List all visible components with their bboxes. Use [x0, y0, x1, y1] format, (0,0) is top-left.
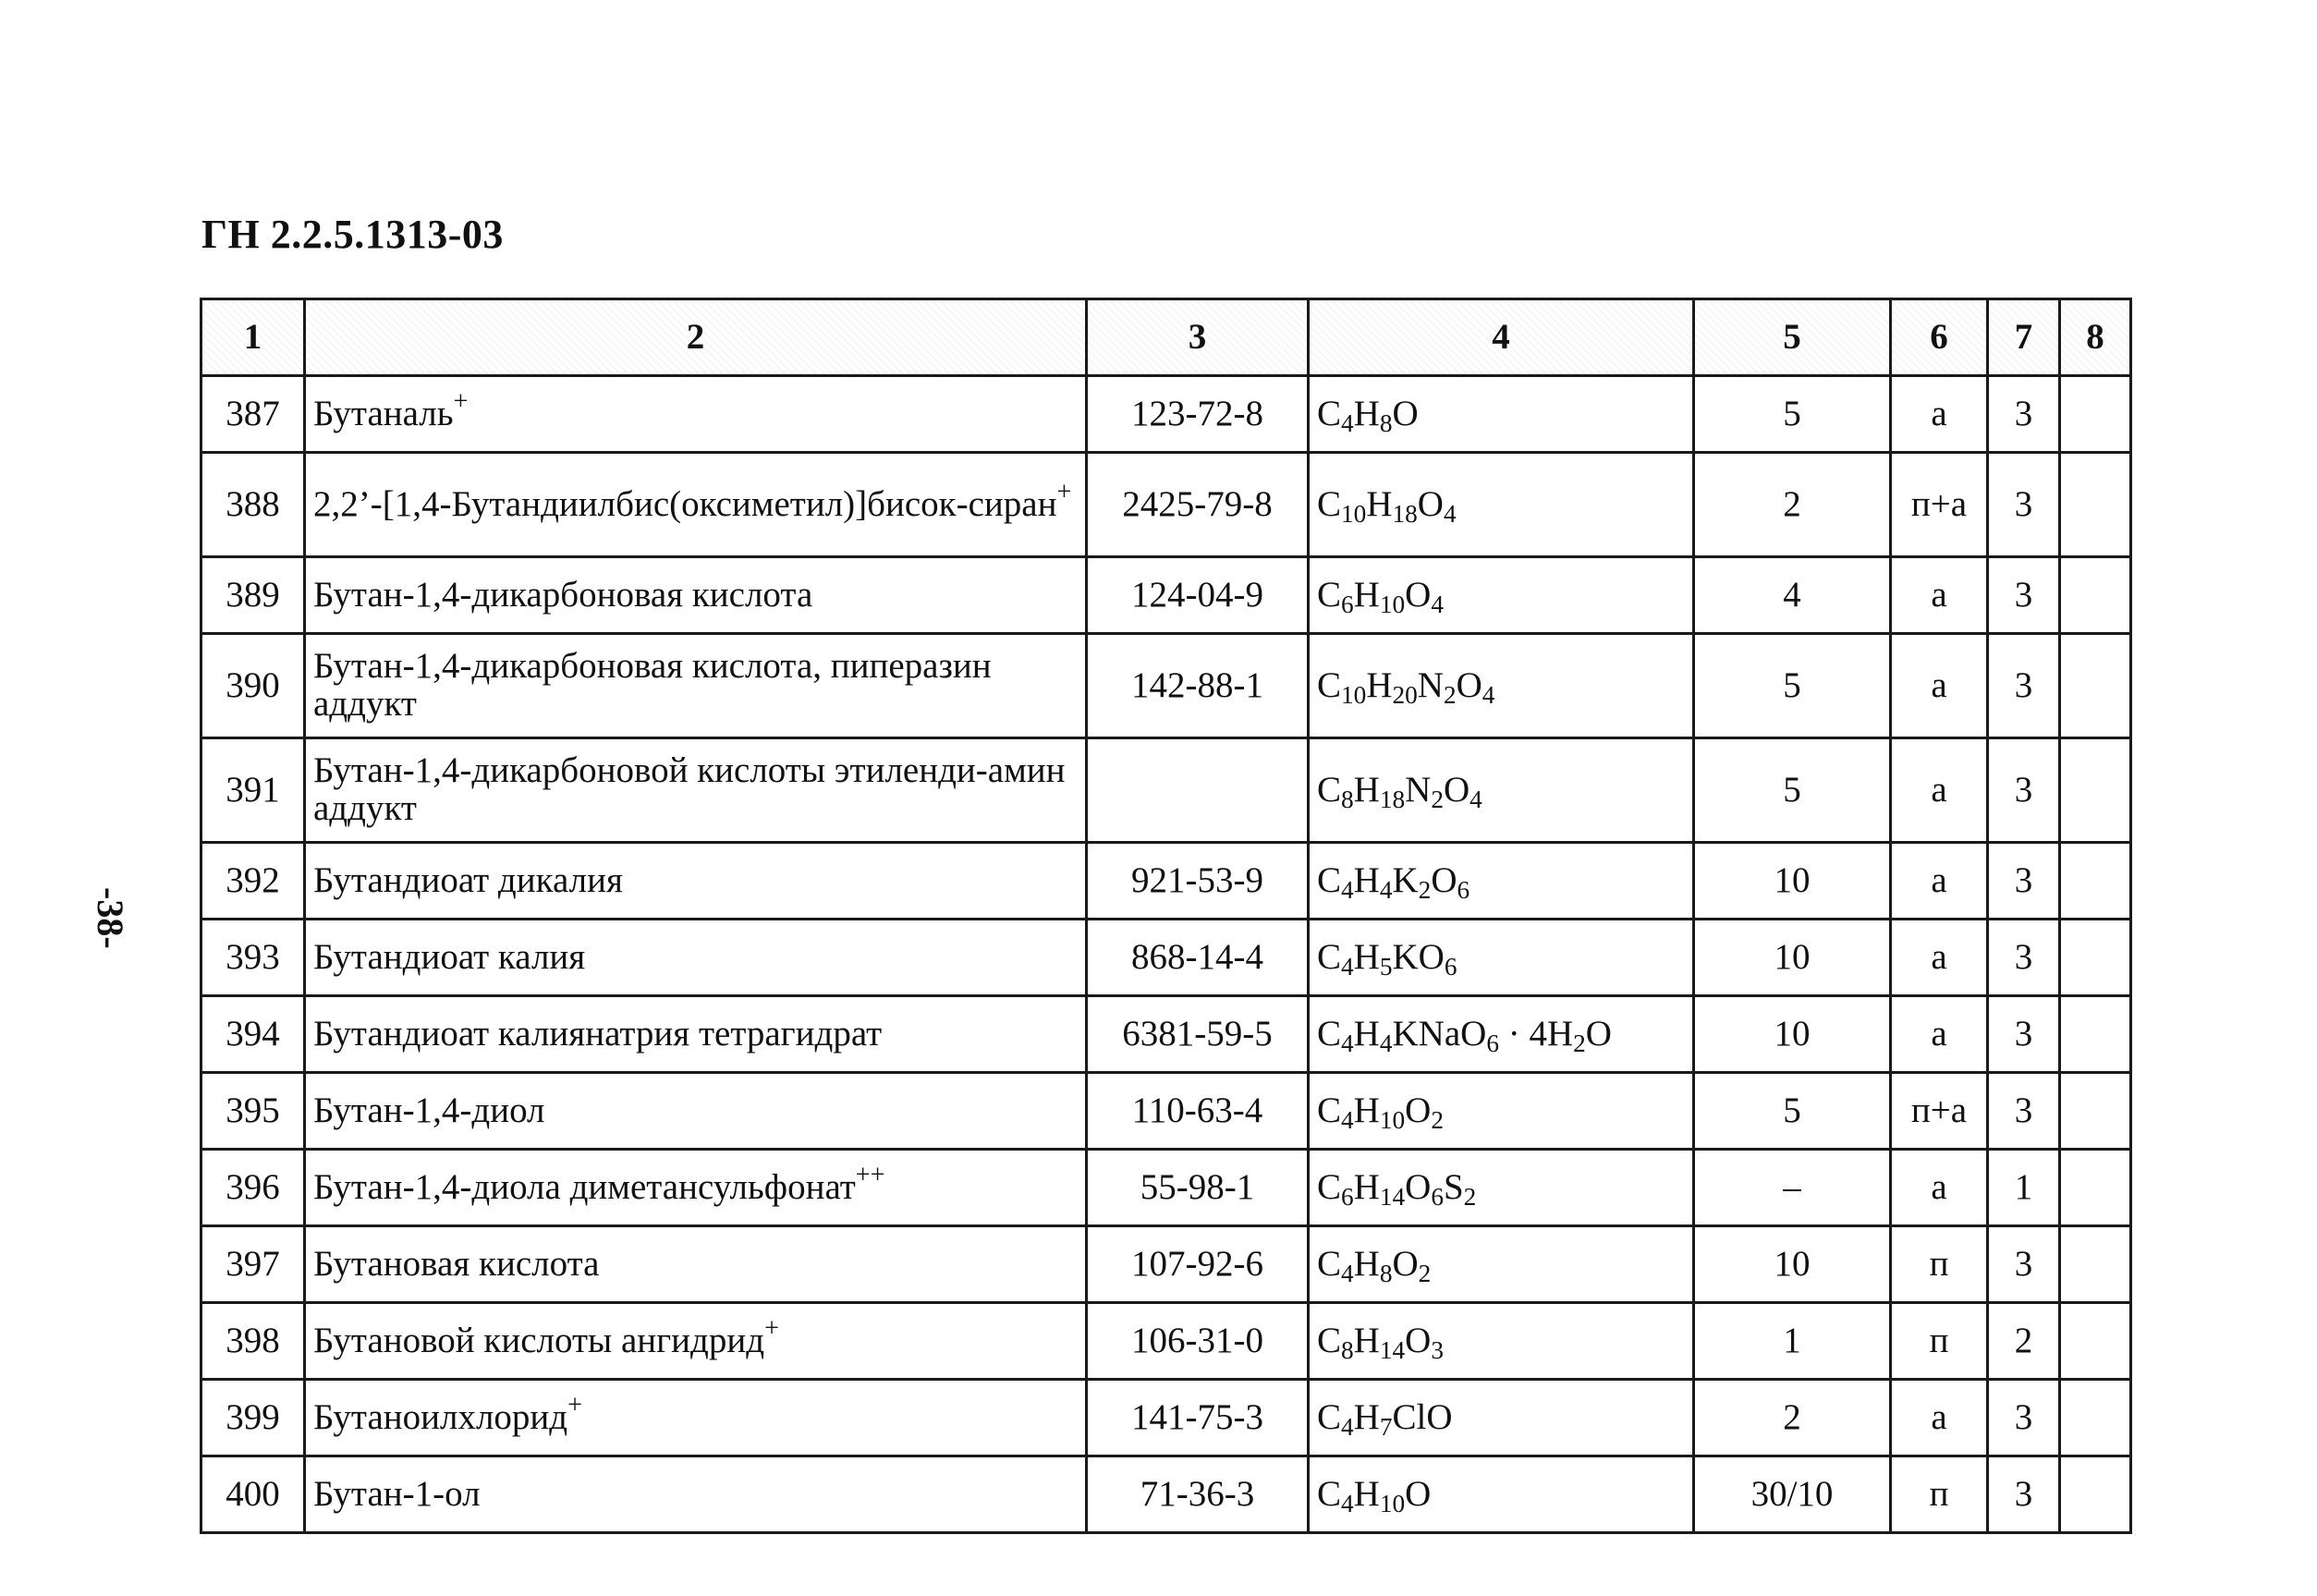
cas-number-cell: 2425-79-8: [1087, 453, 1309, 557]
chemical-formula-cell: [1309, 557, 1694, 634]
substance-name: Бутан-1,4-дикарбоновой кислоты этиленди-амин аддукт: [313, 750, 1066, 828]
substance-name-cell: [305, 1073, 1087, 1150]
formula-part: 18: [1379, 785, 1406, 813]
hazard-class-cell: 3: [1988, 1226, 2060, 1303]
chemical-formula-cell: [1309, 453, 1694, 557]
substance-name-mark: +: [453, 386, 469, 416]
aggregate-state-cell: а: [1891, 376, 1988, 453]
formula-part: H: [1353, 1090, 1380, 1130]
formula-part: C: [1317, 483, 1342, 524]
formula-part: H: [1366, 483, 1393, 524]
substance-name-cell: [305, 1303, 1087, 1380]
table-row: [201, 920, 2131, 996]
row-number-cell: 388: [201, 453, 305, 557]
formula-part: O: [1585, 1013, 1612, 1054]
cas-number-cell: 141-75-3: [1087, 1380, 1309, 1456]
substance-name: Бутаноилхлорид: [313, 1396, 568, 1437]
formula-part: C: [1317, 859, 1342, 900]
formula-part: 4: [1431, 590, 1444, 618]
limit-value-cell: 5: [1694, 634, 1891, 738]
formula-part: 4: [1341, 952, 1354, 981]
cas-number-cell: 107-92-6: [1087, 1226, 1309, 1303]
formula-part: 20: [1392, 680, 1418, 709]
substance-name-mark: ++: [855, 1160, 885, 1189]
formula-part: 8: [1341, 785, 1354, 813]
formula-part: KNaO: [1392, 1013, 1487, 1054]
formula-part: N: [1405, 769, 1432, 810]
formula-part: 6: [1457, 875, 1470, 904]
chemical-formula-cell: [1309, 1456, 1694, 1533]
formula-part: 18: [1392, 499, 1418, 528]
formula-part: 3: [1431, 1335, 1444, 1364]
cas-number-cell: 71-36-3: [1087, 1456, 1309, 1533]
formula-part: 4: [1469, 785, 1482, 813]
limit-value-cell: 1: [1694, 1303, 1891, 1380]
formula-part: N: [1417, 664, 1444, 705]
note-cell: [2060, 376, 2131, 453]
substance-name: Бутандиоат калия: [313, 936, 586, 977]
cas-number-cell: 55-98-1: [1087, 1150, 1309, 1226]
substance-name-cell: [305, 376, 1087, 453]
aggregate-state-cell: п: [1891, 1303, 1988, 1380]
row-number-cell: 392: [201, 843, 305, 920]
limit-value-cell: 10: [1694, 1226, 1891, 1303]
formula-part: 5: [1379, 952, 1393, 981]
hazard-class-cell: 3: [1988, 634, 2060, 738]
chemical-formula-cell: [1309, 1150, 1694, 1226]
formula-part: 4: [1341, 1105, 1354, 1134]
note-cell: [2060, 920, 2131, 996]
note-cell: [2060, 1456, 2131, 1533]
substance-name: Бутандиоат калиянатрия тетрагидрат: [313, 1013, 883, 1054]
formula-part: 4: [1341, 408, 1354, 437]
note-cell: [2060, 1073, 2131, 1150]
document-title: ГН 2.2.5.1313-03: [201, 212, 504, 257]
formula-part: O: [1443, 769, 1470, 810]
table-row: [201, 1150, 2131, 1226]
hazard-class-cell: 3: [1988, 557, 2060, 634]
formula-part: 8: [1379, 408, 1393, 437]
limit-value-cell: 5: [1694, 1073, 1891, 1150]
row-number-cell: 390: [201, 634, 305, 738]
formula-part: 7: [1379, 1412, 1393, 1441]
formula-part: O: [1417, 483, 1444, 524]
substance-name: Бутан-1,4-диол: [313, 1090, 545, 1130]
note-cell: [2060, 1303, 2131, 1380]
substance-name-mark: +: [1056, 477, 1072, 506]
cas-number-cell: 124-04-9: [1087, 557, 1309, 634]
limit-value-cell: 10: [1694, 996, 1891, 1073]
formula-part: O: [1405, 1090, 1432, 1130]
formula-part: C: [1317, 769, 1342, 810]
formula-part: H: [1353, 574, 1380, 615]
formula-part: 4: [1379, 875, 1393, 904]
cas-number-cell: 921-53-9: [1087, 843, 1309, 920]
table-row: [201, 843, 2131, 920]
row-number-cell: 396: [201, 1150, 305, 1226]
substance-name: Бутан-1,4-дикарбоновая кислота, пиперазин аддукт: [313, 646, 992, 724]
chemical-formula-cell: [1309, 738, 1694, 843]
formula-part: C: [1317, 664, 1342, 705]
limit-value-cell: 30/10: [1694, 1456, 1891, 1533]
substance-name-cell: [305, 1226, 1087, 1303]
formula-part: 2: [1443, 680, 1457, 709]
formula-part: 4: [1443, 499, 1457, 528]
chemical-formula-cell: [1309, 920, 1694, 996]
formula-part: 4: [1482, 680, 1495, 709]
formula-part: C: [1317, 1473, 1342, 1514]
limit-value-cell: 5: [1694, 376, 1891, 453]
table-body: [201, 376, 2131, 1533]
hazard-class-cell: 3: [1988, 453, 2060, 557]
substance-name-cell: [305, 920, 1087, 996]
substances-table: [200, 298, 2132, 1534]
formula-part: 6: [1431, 1182, 1444, 1211]
formula-part: 8: [1379, 1259, 1393, 1287]
limit-value-cell: 10: [1694, 920, 1891, 996]
column-header-2: 2: [305, 299, 1087, 376]
note-cell: [2060, 1226, 2131, 1303]
formula-part: O: [1431, 859, 1457, 900]
aggregate-state-cell: а: [1891, 738, 1988, 843]
aggregate-state-cell: а: [1891, 920, 1988, 996]
hazard-class-cell: 3: [1988, 376, 2060, 453]
formula-part: 4: [1379, 1029, 1393, 1057]
formula-part: C: [1317, 1090, 1342, 1130]
formula-part: 4: [1341, 875, 1354, 904]
table-row: [201, 1226, 2131, 1303]
aggregate-state-cell: а: [1891, 557, 1988, 634]
table-row: [201, 376, 2131, 453]
substance-name: Бутаналь: [313, 393, 454, 433]
note-cell: [2060, 634, 2131, 738]
table-row: [201, 1073, 2131, 1150]
substance-name-cell: [305, 453, 1087, 557]
row-number-cell: 394: [201, 996, 305, 1073]
table-row: [201, 557, 2131, 634]
formula-part: H: [1353, 769, 1380, 810]
cas-number-cell: 123-72-8: [1087, 376, 1309, 453]
row-number-cell: 391: [201, 738, 305, 843]
table-header-row: [201, 299, 2131, 376]
row-number-cell: 398: [201, 1303, 305, 1380]
formula-part: C: [1317, 1243, 1342, 1284]
limit-value-cell: 4: [1694, 557, 1891, 634]
hazard-class-cell: 3: [1988, 1073, 2060, 1150]
formula-part: H: [1353, 1396, 1380, 1437]
formula-part: O: [1405, 574, 1432, 615]
hazard-class-cell: 3: [1988, 920, 2060, 996]
row-number-cell: 389: [201, 557, 305, 634]
row-number-cell: 395: [201, 1073, 305, 1150]
formula-part: O: [1405, 1320, 1432, 1360]
limit-value-cell: 2: [1694, 453, 1891, 557]
substance-name-cell: [305, 1380, 1087, 1456]
formula-part: H: [1353, 393, 1380, 433]
formula-part: O: [1392, 393, 1419, 433]
limit-value-cell: –: [1694, 1150, 1891, 1226]
formula-part: C: [1317, 1166, 1342, 1207]
page-number: -38-: [90, 887, 131, 949]
table-row: [201, 1303, 2131, 1380]
aggregate-state-cell: п+а: [1891, 453, 1988, 557]
formula-part: H: [1353, 1473, 1380, 1514]
formula-part: 10: [1379, 1489, 1406, 1517]
aggregate-state-cell: п: [1891, 1226, 1988, 1303]
column-header-3: 3: [1087, 299, 1309, 376]
table-row: [201, 453, 2131, 557]
aggregate-state-cell: п: [1891, 1456, 1988, 1533]
column-header-8: 8: [2060, 299, 2131, 376]
table-row: [201, 1380, 2131, 1456]
substance-name-cell: [305, 1456, 1087, 1533]
substance-name-cell: [305, 843, 1087, 920]
row-number-cell: 387: [201, 376, 305, 453]
hazard-class-cell: 3: [1988, 1456, 2060, 1533]
note-cell: [2060, 843, 2131, 920]
chemical-formula-cell: [1309, 1226, 1694, 1303]
formula-part: O: [1405, 1166, 1432, 1207]
formula-part: · 4H: [1498, 1013, 1574, 1054]
formula-part: 4: [1341, 1412, 1354, 1441]
formula-part: 6: [1341, 590, 1354, 618]
table-row: [201, 1456, 2131, 1533]
table-row: [201, 996, 2131, 1073]
chemical-formula-cell: [1309, 1073, 1694, 1150]
formula-part: O: [1456, 664, 1482, 705]
aggregate-state-cell: п+а: [1891, 1073, 1988, 1150]
row-number-cell: 400: [201, 1456, 305, 1533]
substance-name: Бутан-1,4-диола диметансульфонат: [313, 1166, 856, 1207]
formula-part: H: [1366, 664, 1393, 705]
formula-part: 2: [1463, 1182, 1477, 1211]
formula-part: 4: [1341, 1029, 1354, 1057]
substance-name-cell: [305, 634, 1087, 738]
cas-number-cell: 6381-59-5: [1087, 996, 1309, 1073]
note-cell: [2060, 996, 2131, 1073]
column-header-6: 6: [1891, 299, 1988, 376]
formula-part: 2: [1573, 1029, 1586, 1057]
chemical-formula-cell: [1309, 1303, 1694, 1380]
table-row: [201, 738, 2131, 843]
cas-number-cell: 142-88-1: [1087, 634, 1309, 738]
formula-part: 2: [1418, 1259, 1432, 1287]
formula-part: 14: [1379, 1182, 1406, 1211]
formula-part: 10: [1341, 680, 1367, 709]
substance-name-cell: [305, 996, 1087, 1073]
formula-part: S: [1443, 1166, 1464, 1207]
hazard-class-cell: 1: [1988, 1150, 2060, 1226]
note-cell: [2060, 738, 2131, 843]
formula-part: 6: [1486, 1029, 1499, 1057]
formula-part: 2: [1431, 1105, 1444, 1134]
chemical-formula-cell: [1309, 843, 1694, 920]
chemical-formula-cell: [1309, 634, 1694, 738]
substance-name-cell: [305, 738, 1087, 843]
substance-name: Бутан-1,4-дикарбоновая кислота: [313, 574, 813, 615]
formula-part: 8: [1341, 1335, 1354, 1364]
note-cell: [2060, 557, 2131, 634]
formula-part: C: [1317, 936, 1342, 977]
substance-name-cell: [305, 1150, 1087, 1226]
formula-part: H: [1353, 859, 1380, 900]
aggregate-state-cell: а: [1891, 996, 1988, 1073]
hazard-class-cell: 3: [1988, 1380, 2060, 1456]
formula-part: 4: [1341, 1259, 1354, 1287]
limit-value-cell: 2: [1694, 1380, 1891, 1456]
chemical-formula-cell: [1309, 376, 1694, 453]
formula-part: 10: [1341, 499, 1367, 528]
substance-name-cell: [305, 557, 1087, 634]
chemical-formula-cell: [1309, 1380, 1694, 1456]
formula-part: 6: [1341, 1182, 1354, 1211]
formula-part: C: [1317, 1013, 1342, 1054]
note-cell: [2060, 453, 2131, 557]
cas-number-cell: 106-31-0: [1087, 1303, 1309, 1380]
hazard-class-cell: 3: [1988, 843, 2060, 920]
hazard-class-cell: 3: [1988, 996, 2060, 1073]
note-cell: [2060, 1150, 2131, 1226]
formula-part: 10: [1379, 1105, 1406, 1134]
row-number-cell: 393: [201, 920, 305, 996]
cas-number-cell: [1087, 738, 1309, 843]
hazard-class-cell: 3: [1988, 738, 2060, 843]
formula-part: 10: [1379, 590, 1406, 618]
formula-part: O: [1405, 1473, 1432, 1514]
limit-value-cell: 5: [1694, 738, 1891, 843]
formula-part: 4: [1341, 1489, 1354, 1517]
cas-number-cell: 868-14-4: [1087, 920, 1309, 996]
formula-part: ClO: [1392, 1396, 1453, 1437]
substance-name: Бутандиоат дикалия: [313, 859, 623, 900]
aggregate-state-cell: а: [1891, 1380, 1988, 1456]
substance-name: Бутановой кислоты ангидрид: [313, 1320, 765, 1360]
limit-value-cell: 10: [1694, 843, 1891, 920]
formula-part: C: [1317, 1320, 1342, 1360]
note-cell: [2060, 1380, 2131, 1456]
aggregate-state-cell: а: [1891, 843, 1988, 920]
substance-name: Бутановая кислота: [313, 1243, 600, 1284]
formula-part: C: [1317, 574, 1342, 615]
row-number-cell: 399: [201, 1380, 305, 1456]
formula-part: H: [1353, 936, 1380, 977]
formula-part: KO: [1392, 936, 1445, 977]
formula-part: 6: [1444, 952, 1457, 981]
column-header-5: 5: [1694, 299, 1891, 376]
formula-part: H: [1353, 1243, 1380, 1284]
substance-name: Бутан-1-ол: [313, 1473, 481, 1514]
table-row: [201, 634, 2131, 738]
formula-part: K: [1392, 859, 1419, 900]
formula-part: 2: [1418, 875, 1432, 904]
formula-part: 2: [1431, 785, 1444, 813]
cas-number-cell: 110-63-4: [1087, 1073, 1309, 1150]
formula-part: C: [1317, 1396, 1342, 1437]
row-number-cell: 397: [201, 1226, 305, 1303]
formula-part: H: [1353, 1166, 1380, 1207]
formula-part: 14: [1379, 1335, 1406, 1364]
formula-part: O: [1392, 1243, 1419, 1284]
substance-name-mark: +: [764, 1313, 779, 1343]
formula-part: C: [1317, 393, 1342, 433]
aggregate-state-cell: а: [1891, 1150, 1988, 1226]
hazard-class-cell: 2: [1988, 1303, 2060, 1380]
aggregate-state-cell: а: [1891, 634, 1988, 738]
column-header-7: 7: [1988, 299, 2060, 376]
column-header-1: 1: [201, 299, 305, 376]
formula-part: H: [1353, 1013, 1380, 1054]
substance-name: 2,2’-[1,4-Бутандиилбис(оксиметил)]бисок-сиран: [313, 483, 1057, 524]
chemical-formula-cell: [1309, 996, 1694, 1073]
formula-part: H: [1353, 1320, 1380, 1360]
substance-name-mark: +: [567, 1390, 582, 1419]
column-header-4: 4: [1309, 299, 1694, 376]
